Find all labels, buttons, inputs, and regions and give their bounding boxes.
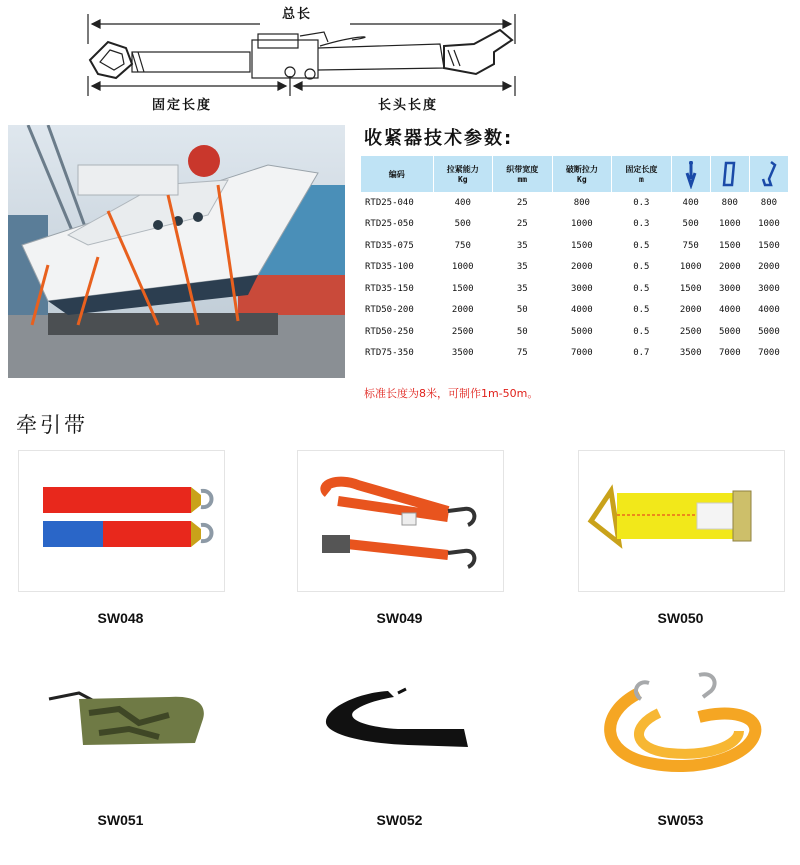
product-code-sw052: SW052 <box>376 812 423 828</box>
spec-table-cell: 0.3 <box>633 197 650 208</box>
spec-table-cell: 1500 <box>570 240 593 251</box>
strap-sw051-illustration <box>19 653 224 793</box>
spec-header-breaking: 破断拉力 Kg <box>552 156 612 192</box>
spec-table-cell: 5000 <box>718 326 741 337</box>
spec-header-width: 织带宽度 mm <box>493 156 553 192</box>
spec-table-header-row <box>361 156 789 192</box>
spec-table-cell: RTD75-350 <box>365 348 414 359</box>
spec-table-cell: 400 <box>454 197 471 208</box>
spec-table-cell: 0.5 <box>633 283 650 294</box>
spec-table-cell: 35 <box>516 240 528 251</box>
spec-table-cell: 500 <box>682 219 699 230</box>
spec-table-cell: 0.5 <box>633 326 650 337</box>
spec-table-cell: 0.5 <box>633 305 650 316</box>
spec-table-cell: 3000 <box>758 283 780 294</box>
spec-table-cell: 1000 <box>679 262 702 273</box>
spec-title: 收紧器技术参数: <box>364 128 514 149</box>
spec-table-cell: 5000 <box>570 326 593 337</box>
spec-table-cell: 7000 <box>718 348 741 359</box>
spec-table-cell: 3500 <box>679 348 702 359</box>
spec-table-cell: 35 <box>516 283 528 294</box>
spec-header-capacity: 拉紧能力 Kg <box>433 156 493 192</box>
spec-table-cell: 800 <box>760 197 778 208</box>
spec-table-cell: 4000 <box>758 305 780 316</box>
spec-table-cell: 1000 <box>570 219 593 230</box>
spec-table-cell: RTD50-250 <box>365 326 414 337</box>
product-image-sw052[interactable] <box>297 652 504 794</box>
spec-table-cell: 750 <box>682 240 699 251</box>
spec-table-cell: 800 <box>721 197 738 208</box>
spec-table-cell: 1500 <box>679 283 702 294</box>
spec-table-cell: 0.3 <box>633 219 650 230</box>
boat-illustration <box>8 125 345 378</box>
strap-sw049-illustration <box>298 451 503 591</box>
spec-table-row <box>361 278 789 300</box>
product-code-sw051: SW051 <box>97 812 144 828</box>
spec-table-cell: 25 <box>516 219 528 230</box>
ratchet-strap-diagram <box>0 0 800 118</box>
product-code-sw053: SW053 <box>657 812 704 828</box>
spec-table-cell: 2000 <box>718 262 741 273</box>
spec-table-cell: RTD25-050 <box>365 219 414 230</box>
spec-table-cell: RTD35-150 <box>365 283 414 294</box>
spec-table-cell: 1000 <box>451 262 474 273</box>
spec-table-cell: 5000 <box>758 326 780 337</box>
spec-table-cell: 0.5 <box>633 262 650 273</box>
spec-table-row <box>361 235 789 257</box>
spec-table-cell: RTD35-075 <box>365 240 414 251</box>
spec-table-row <box>361 300 789 322</box>
spec-table-cell: 3000 <box>718 283 741 294</box>
product-code-sw050: SW050 <box>657 610 704 626</box>
spec-table-row <box>361 343 789 365</box>
spec-table-cell: RTD35-100 <box>365 262 414 273</box>
spec-table-cell: 1500 <box>758 240 780 251</box>
spec-table-cell: 35 <box>516 262 528 273</box>
spec-table-row <box>361 192 789 214</box>
spec-table-cell: 500 <box>454 219 471 230</box>
fixed-length-label: 固定长度 <box>152 98 213 113</box>
spec-table-cell: 2000 <box>570 262 593 273</box>
spec-table-cell: 750 <box>454 240 471 251</box>
spec-table-cell: 7000 <box>758 348 780 359</box>
spec-table-cell: 2500 <box>679 326 702 337</box>
spec-header-code: 编码 <box>361 156 433 192</box>
product-code-sw049: SW049 <box>376 610 423 626</box>
spec-table-cell: 7000 <box>570 348 593 359</box>
spec-table-row <box>361 321 789 343</box>
spec-table-cell: 25 <box>516 197 528 208</box>
spec-table-cell: 800 <box>573 197 590 208</box>
spec-table-cell: 2000 <box>451 305 474 316</box>
spec-table-cell: 50 <box>516 326 528 337</box>
product-image-sw051[interactable] <box>18 652 225 794</box>
spec-table-cell: 2000 <box>679 305 702 316</box>
spec-table-cell: 50 <box>516 305 528 316</box>
section-title-tow-strap: 牵引带 <box>16 413 88 437</box>
spec-table-cell: 1500 <box>718 240 741 251</box>
strap-sw053-illustration <box>579 653 784 793</box>
spec-table-cell: 75 <box>516 348 528 359</box>
spec-table <box>361 156 789 364</box>
product-image-sw050[interactable] <box>578 450 785 592</box>
single-hook-icon <box>671 156 710 192</box>
spec-table-cell: 3500 <box>451 348 474 359</box>
spec-table-row <box>361 214 789 236</box>
spec-note: 标准长度为8米，可制作1m-50m。 <box>364 387 539 400</box>
spec-table-cell: RTD25-040 <box>365 197 414 208</box>
spec-table-cell: 1000 <box>758 219 780 230</box>
spec-table-cell: 4000 <box>718 305 741 316</box>
spec-table-cell: 0.5 <box>633 240 650 251</box>
spec-table-cell: 2000 <box>758 262 780 273</box>
spec-table-cell: 1500 <box>451 283 474 294</box>
spec-table-cell: 400 <box>682 197 699 208</box>
double-j-hook-icon <box>749 156 788 192</box>
long-head-length-label: 长头长度 <box>378 98 439 113</box>
product-image-sw053[interactable] <box>578 652 785 794</box>
strap-sw048-illustration <box>19 451 224 591</box>
total-length-label: 总长 <box>282 7 313 22</box>
spec-table-cell: RTD50-200 <box>365 305 414 316</box>
spec-table-cell: 2500 <box>451 326 474 337</box>
boat-transport-photo <box>8 125 345 378</box>
product-image-sw048[interactable] <box>18 450 225 592</box>
strap-sw050-illustration <box>579 451 784 591</box>
spec-header-fixed-length: 固定长度 m <box>612 156 672 192</box>
spec-table-body <box>361 192 789 364</box>
strap-sw052-illustration <box>298 653 503 793</box>
spec-table-row <box>361 257 789 279</box>
product-code-sw048: SW048 <box>97 610 144 626</box>
spec-table-cell: 4000 <box>570 305 593 316</box>
ring-hook-icon <box>710 156 749 192</box>
product-image-sw049[interactable] <box>297 450 504 592</box>
spec-table-cell: 3000 <box>570 283 593 294</box>
spec-table-cell: 0.7 <box>633 348 650 359</box>
spec-table-cell: 1000 <box>718 219 741 230</box>
